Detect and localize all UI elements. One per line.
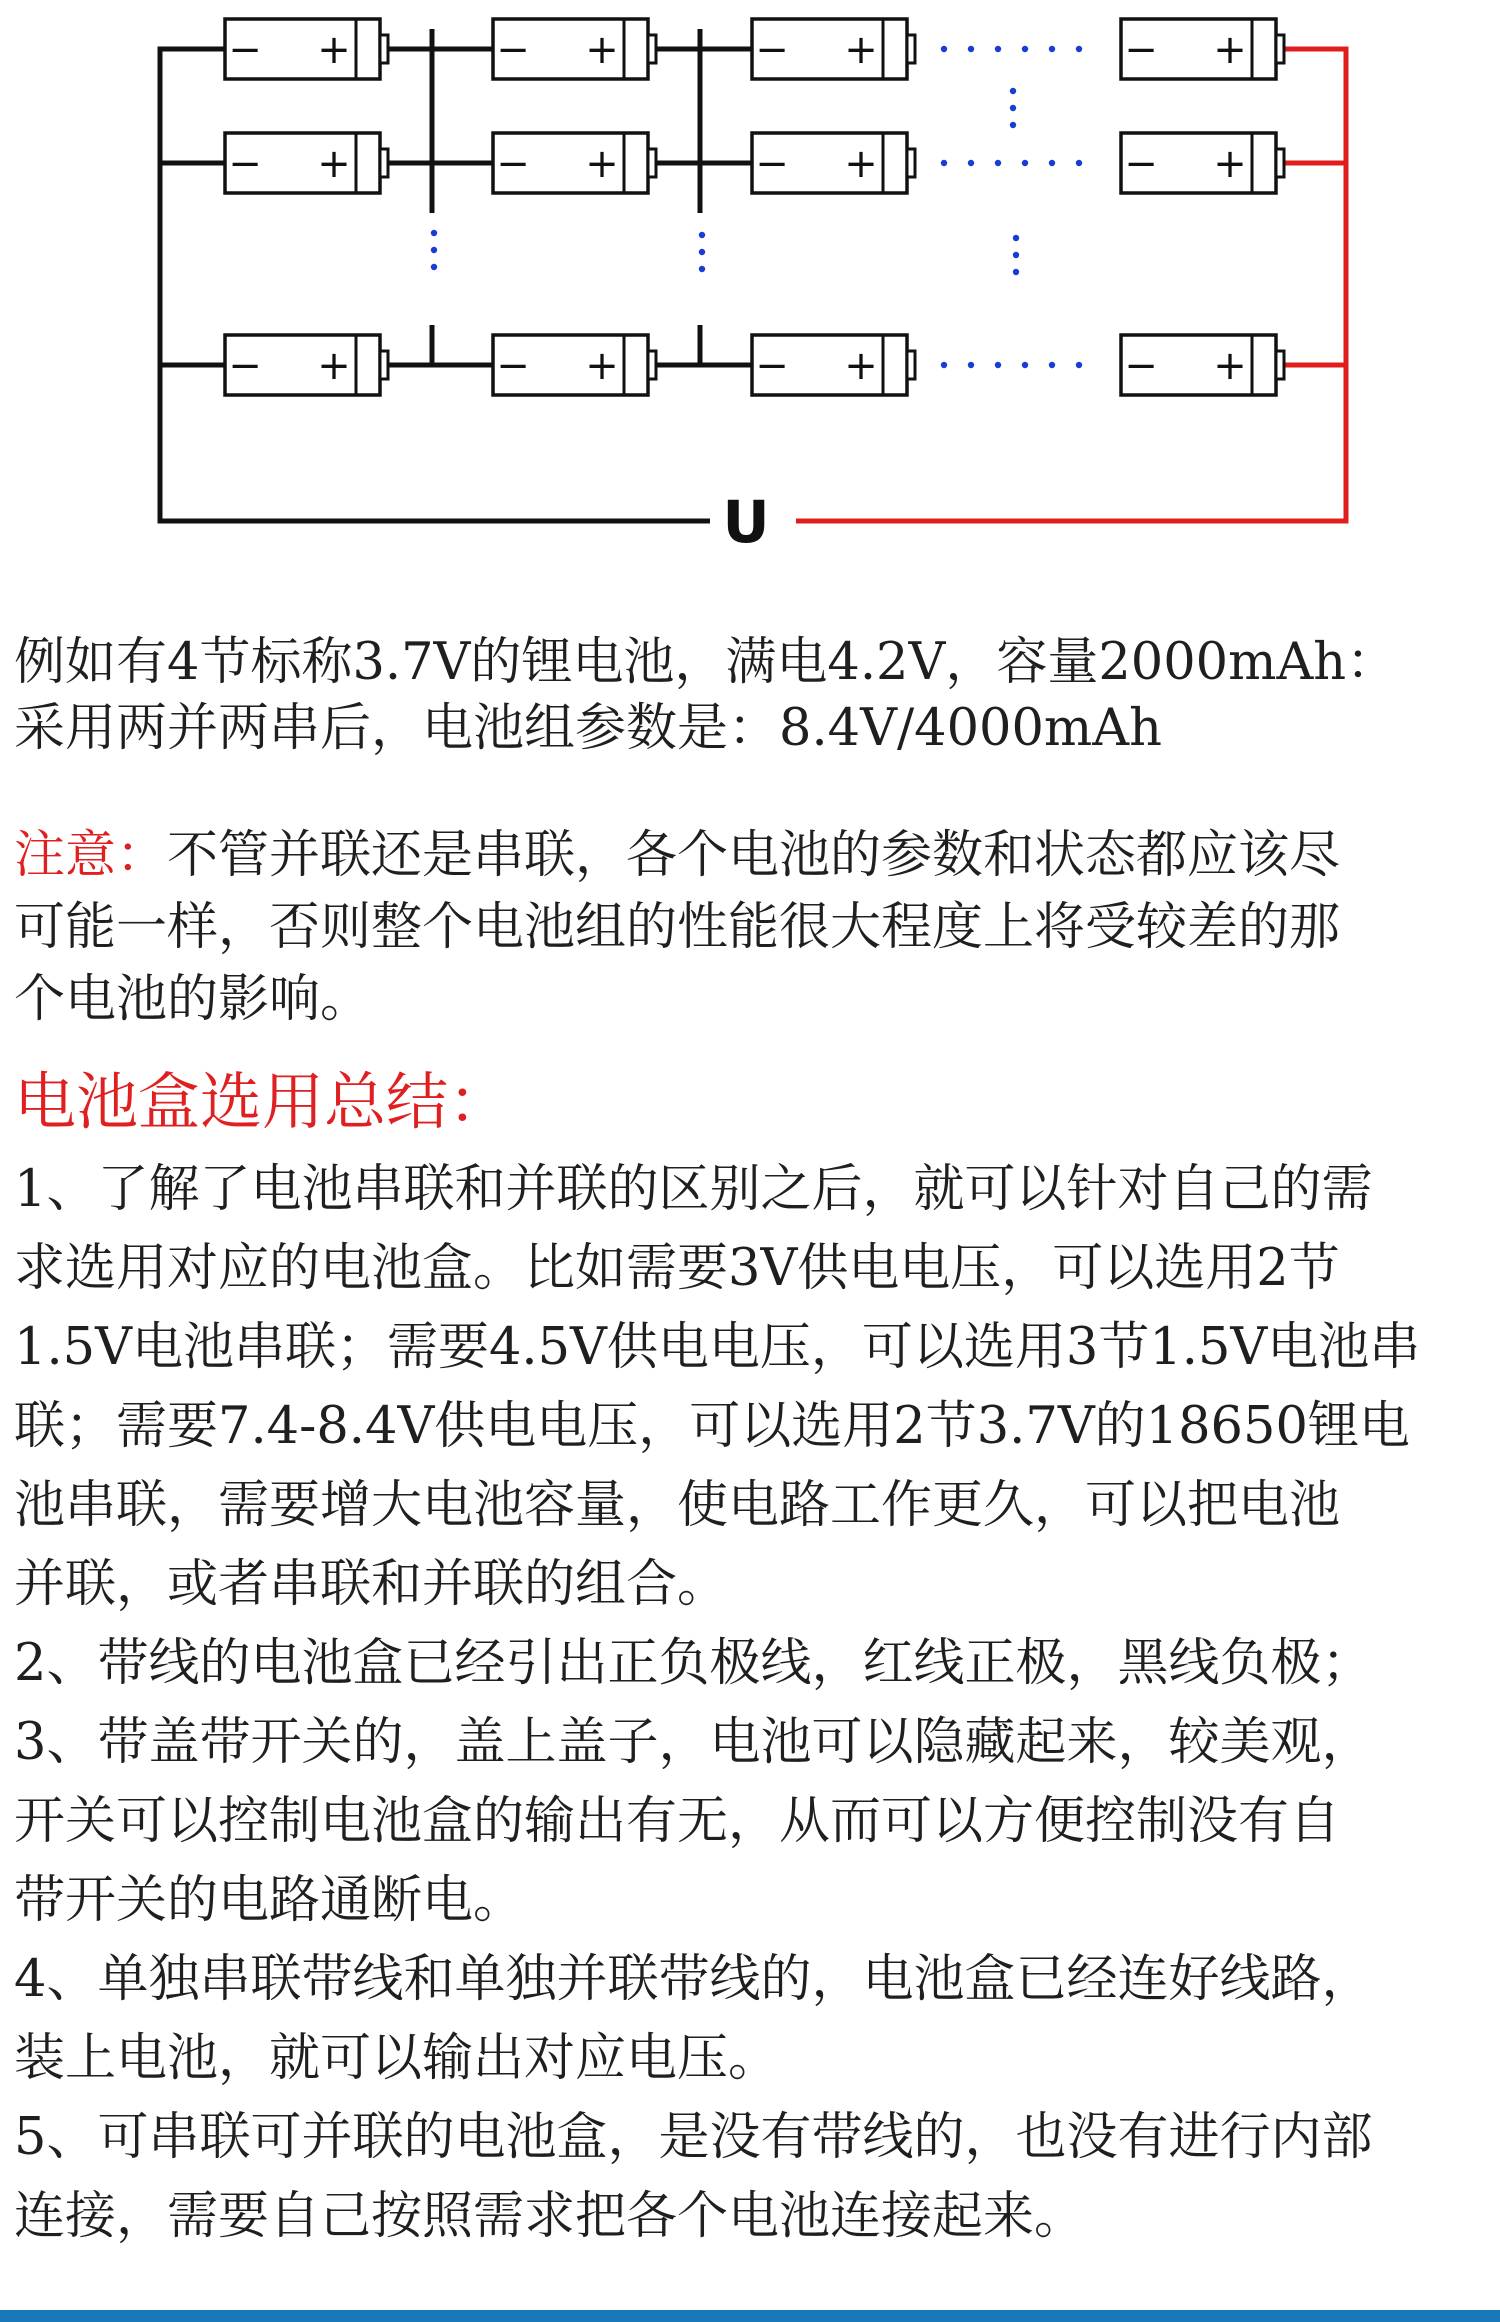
minus-terminal: − xyxy=(755,27,789,73)
ellipsis-dot xyxy=(941,362,947,368)
minus-terminal: − xyxy=(228,141,262,187)
notice-text: 不管并联还是串联，各个电池的参数和状态都应该尽 xyxy=(167,826,1341,885)
summary-line: 带开关的电路通断电。 xyxy=(14,1871,525,1930)
summary-line: 开关可以控制电池盒的输出有无，从而可以方便控制没有自 xyxy=(14,1792,1341,1851)
plus-terminal: + xyxy=(585,27,619,73)
battery-cell xyxy=(1121,19,1284,79)
plus-terminal: + xyxy=(585,343,619,389)
plus-terminal: + xyxy=(1213,27,1247,73)
battery-cell xyxy=(225,133,388,193)
summary-line: 池串联，需要增大电池容量，使电路工作更久，可以把电池 xyxy=(14,1476,1341,1535)
ellipsis-dot xyxy=(1076,362,1082,368)
summary-line: 求选用对应的电池盒。比如需要3V供电电压，可以选用2节 xyxy=(14,1239,1340,1298)
ellipsis-dot xyxy=(431,230,437,236)
bottom-bar xyxy=(0,2310,1500,2322)
negative-wires xyxy=(160,29,752,521)
minus-terminal: − xyxy=(496,141,530,187)
minus-terminal: − xyxy=(1124,27,1158,73)
battery-cells xyxy=(225,19,1284,395)
minus-terminal: − xyxy=(228,343,262,389)
ellipsis-dot xyxy=(1022,46,1028,52)
ellipsis-dot xyxy=(1022,160,1028,166)
battery-cell xyxy=(1121,133,1284,193)
battery-cell xyxy=(225,19,388,79)
ellipsis-dot xyxy=(968,46,974,52)
plus-terminal: + xyxy=(585,141,619,187)
plus-terminal: + xyxy=(317,343,351,389)
ellipsis-dot xyxy=(941,46,947,52)
ellipsis-dot xyxy=(1049,46,1055,52)
ellipsis-dot xyxy=(1049,160,1055,166)
battery-cell xyxy=(225,335,388,395)
notice-line: 个电池的影响。 xyxy=(14,970,372,1029)
ellipsis-dot xyxy=(431,247,437,253)
summary-heading: 电池盒选用总结： xyxy=(14,1065,511,1138)
example-line: 例如有4节标称3.7V的锂电池，满电4.2V，容量2000mAh： xyxy=(14,633,1398,692)
ellipsis-dot xyxy=(1013,269,1019,275)
battery-cell xyxy=(493,335,656,395)
summary-line: 3、带盖带开关的，盖上盖子，电池可以隐藏起来，较美观， xyxy=(14,1713,1373,1772)
ellipsis-dot xyxy=(1076,160,1082,166)
plus-terminal: + xyxy=(1213,141,1247,187)
ellipsis-dot xyxy=(995,46,1001,52)
battery-cell xyxy=(752,133,915,193)
summary-line: 4、单独串联带线和单独并联带线的，电池盒已经连好线路， xyxy=(14,1950,1373,2009)
ellipsis-dot xyxy=(1022,362,1028,368)
example-paragraph xyxy=(14,630,1397,762)
minus-terminal: − xyxy=(496,343,530,389)
continuation-dots xyxy=(431,46,1082,368)
ellipsis-dot xyxy=(1013,252,1019,258)
ellipsis-dot xyxy=(699,249,705,255)
plus-terminal: + xyxy=(844,343,878,389)
negative-bus-wire xyxy=(160,49,710,521)
output-voltage-label: U xyxy=(722,488,770,556)
minus-terminal: − xyxy=(228,27,262,73)
plus-terminal: + xyxy=(317,141,351,187)
positive-wires xyxy=(796,49,1346,521)
ellipsis-dot xyxy=(941,160,947,166)
ellipsis-dot xyxy=(1010,88,1016,94)
ellipsis-dot xyxy=(1049,362,1055,368)
summary-line: 装上电池，就可以输出对应电压。 xyxy=(14,2029,780,2088)
minus-terminal: − xyxy=(755,343,789,389)
ellipsis-dot xyxy=(968,160,974,166)
minus-terminal: − xyxy=(1124,343,1158,389)
battery-cell xyxy=(493,133,656,193)
ellipsis-dot xyxy=(1010,105,1016,111)
plus-terminal: + xyxy=(317,27,351,73)
notice-line xyxy=(14,820,1340,892)
minus-terminal: − xyxy=(496,27,530,73)
ellipsis-dot xyxy=(1010,122,1016,128)
battery-cell xyxy=(1121,335,1284,395)
notice-prefix: 注意： xyxy=(14,826,168,885)
battery-cell xyxy=(752,335,915,395)
battery-cell xyxy=(493,19,656,79)
ellipsis-dot xyxy=(1076,46,1082,52)
plus-terminal: + xyxy=(1213,343,1247,389)
summary-line: 联；需要7.4-8.4V供电电压，可以选用2节3.7V的18650锂电 xyxy=(14,1397,1410,1456)
minus-terminal: − xyxy=(1124,141,1158,187)
ellipsis-dot xyxy=(699,232,705,238)
notice-line: 可能一样，否则整个电池组的性能很大程度上将受较差的那 xyxy=(14,898,1341,957)
summary-line: 并联，或者串联和并联的组合。 xyxy=(14,1555,729,1614)
plus-terminal: + xyxy=(844,141,878,187)
ellipsis-dot xyxy=(699,266,705,272)
ellipsis-dot xyxy=(431,264,437,270)
ellipsis-dot xyxy=(1013,235,1019,241)
positive-bus-wire xyxy=(796,49,1346,521)
summary-line: 5、可串联可并联的电池盒，是没有带线的，也没有进行内部 xyxy=(14,2108,1373,2167)
ellipsis-dot xyxy=(968,362,974,368)
summary-line: 1、了解了电池串联和并联的区别之后，就可以针对自己的需 xyxy=(14,1160,1373,1219)
ellipsis-dot xyxy=(995,362,1001,368)
summary-line: 1.5V电池串联；需要4.5V供电电压，可以选用3节1.5V电池串 xyxy=(14,1318,1421,1377)
battery-series-parallel-diagram xyxy=(0,0,1500,600)
minus-terminal: − xyxy=(755,141,789,187)
summary-line: 连接，需要自己按照需求把各个电池连接起来。 xyxy=(14,2187,1086,2246)
summary-line: 2、带线的电池盒已经引出正负极线，红线正极，黑线负极； xyxy=(14,1634,1373,1693)
battery-cell xyxy=(752,19,915,79)
summary-list xyxy=(14,1150,1420,2256)
notice-paragraph xyxy=(14,820,1340,1036)
plus-terminal: + xyxy=(844,27,878,73)
ellipsis-dot xyxy=(995,160,1001,166)
example-line: 采用两并两串后，电池组参数是：8.4V/4000mAh xyxy=(14,699,1162,758)
